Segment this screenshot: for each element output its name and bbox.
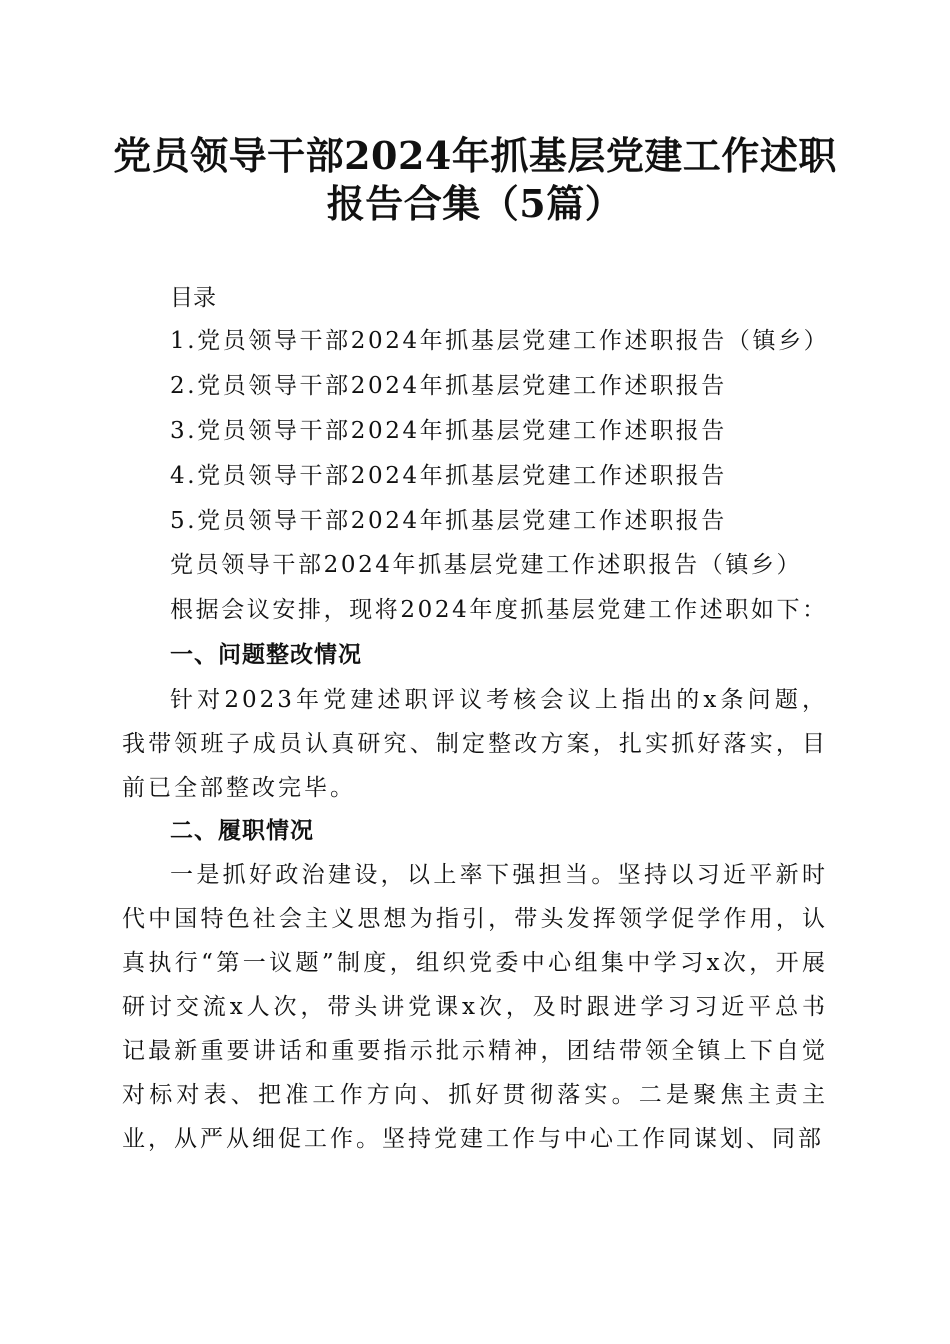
section-2-heading: 二、履职情况 [170,818,314,844]
document-title: 党员领导干部2024年抓基层党建工作述职报告合集（5篇） [113,133,837,226]
toc-item-3[interactable]: 3.党员领导干部2024年抓基层党建工作述职报告 [170,418,727,444]
section-2-paragraph: 一是抓好政治建设，以上率下强担当。坚持以习近平新时代中国特色社会主义思想为指引，带头发挥领学促学作用，认真执行“第一议题”制度，组织党委中心组集中学习x次，开展研讨交流x人次，带头讲党课x次，及时跟进学习习近平总书记最新重要讲话和重要指示批示精神，团结带领全镇上下自觉对标对表、把准工作方向、抓好贯彻落实。二是聚焦主责主业，从严从细促工作。坚持党建工作与中心工作同谋划、同部 [122,862,828,1152]
section-1-heading: 一、问题整改情况 [170,642,362,668]
toc-item-5[interactable]: 5.党员领导干部2024年抓基层党建工作述职报告 [170,508,727,534]
intro-paragraph: 根据会议安排，现将2024年度抓基层党建工作述职如下： [170,597,828,623]
section-1-paragraph: 针对2023年党建述职评议考核会议上指出的x条问题，我带领班子成员认真研究、制定整改方案，扎实抓好落实，目前已全部整改完毕。 [122,687,828,801]
report-title: 党员领导干部2024年抓基层党建工作述职报告（镇乡） [170,552,803,578]
toc-item-1[interactable]: 1.党员领导干部2024年抓基层党建工作述职报告（镇乡） [170,328,830,354]
toc-item-4[interactable]: 4.党员领导干部2024年抓基层党建工作述职报告 [170,463,727,489]
toc-label: 目录 [170,285,216,311]
toc-item-2[interactable]: 2.党员领导干部2024年抓基层党建工作述职报告 [170,373,727,399]
